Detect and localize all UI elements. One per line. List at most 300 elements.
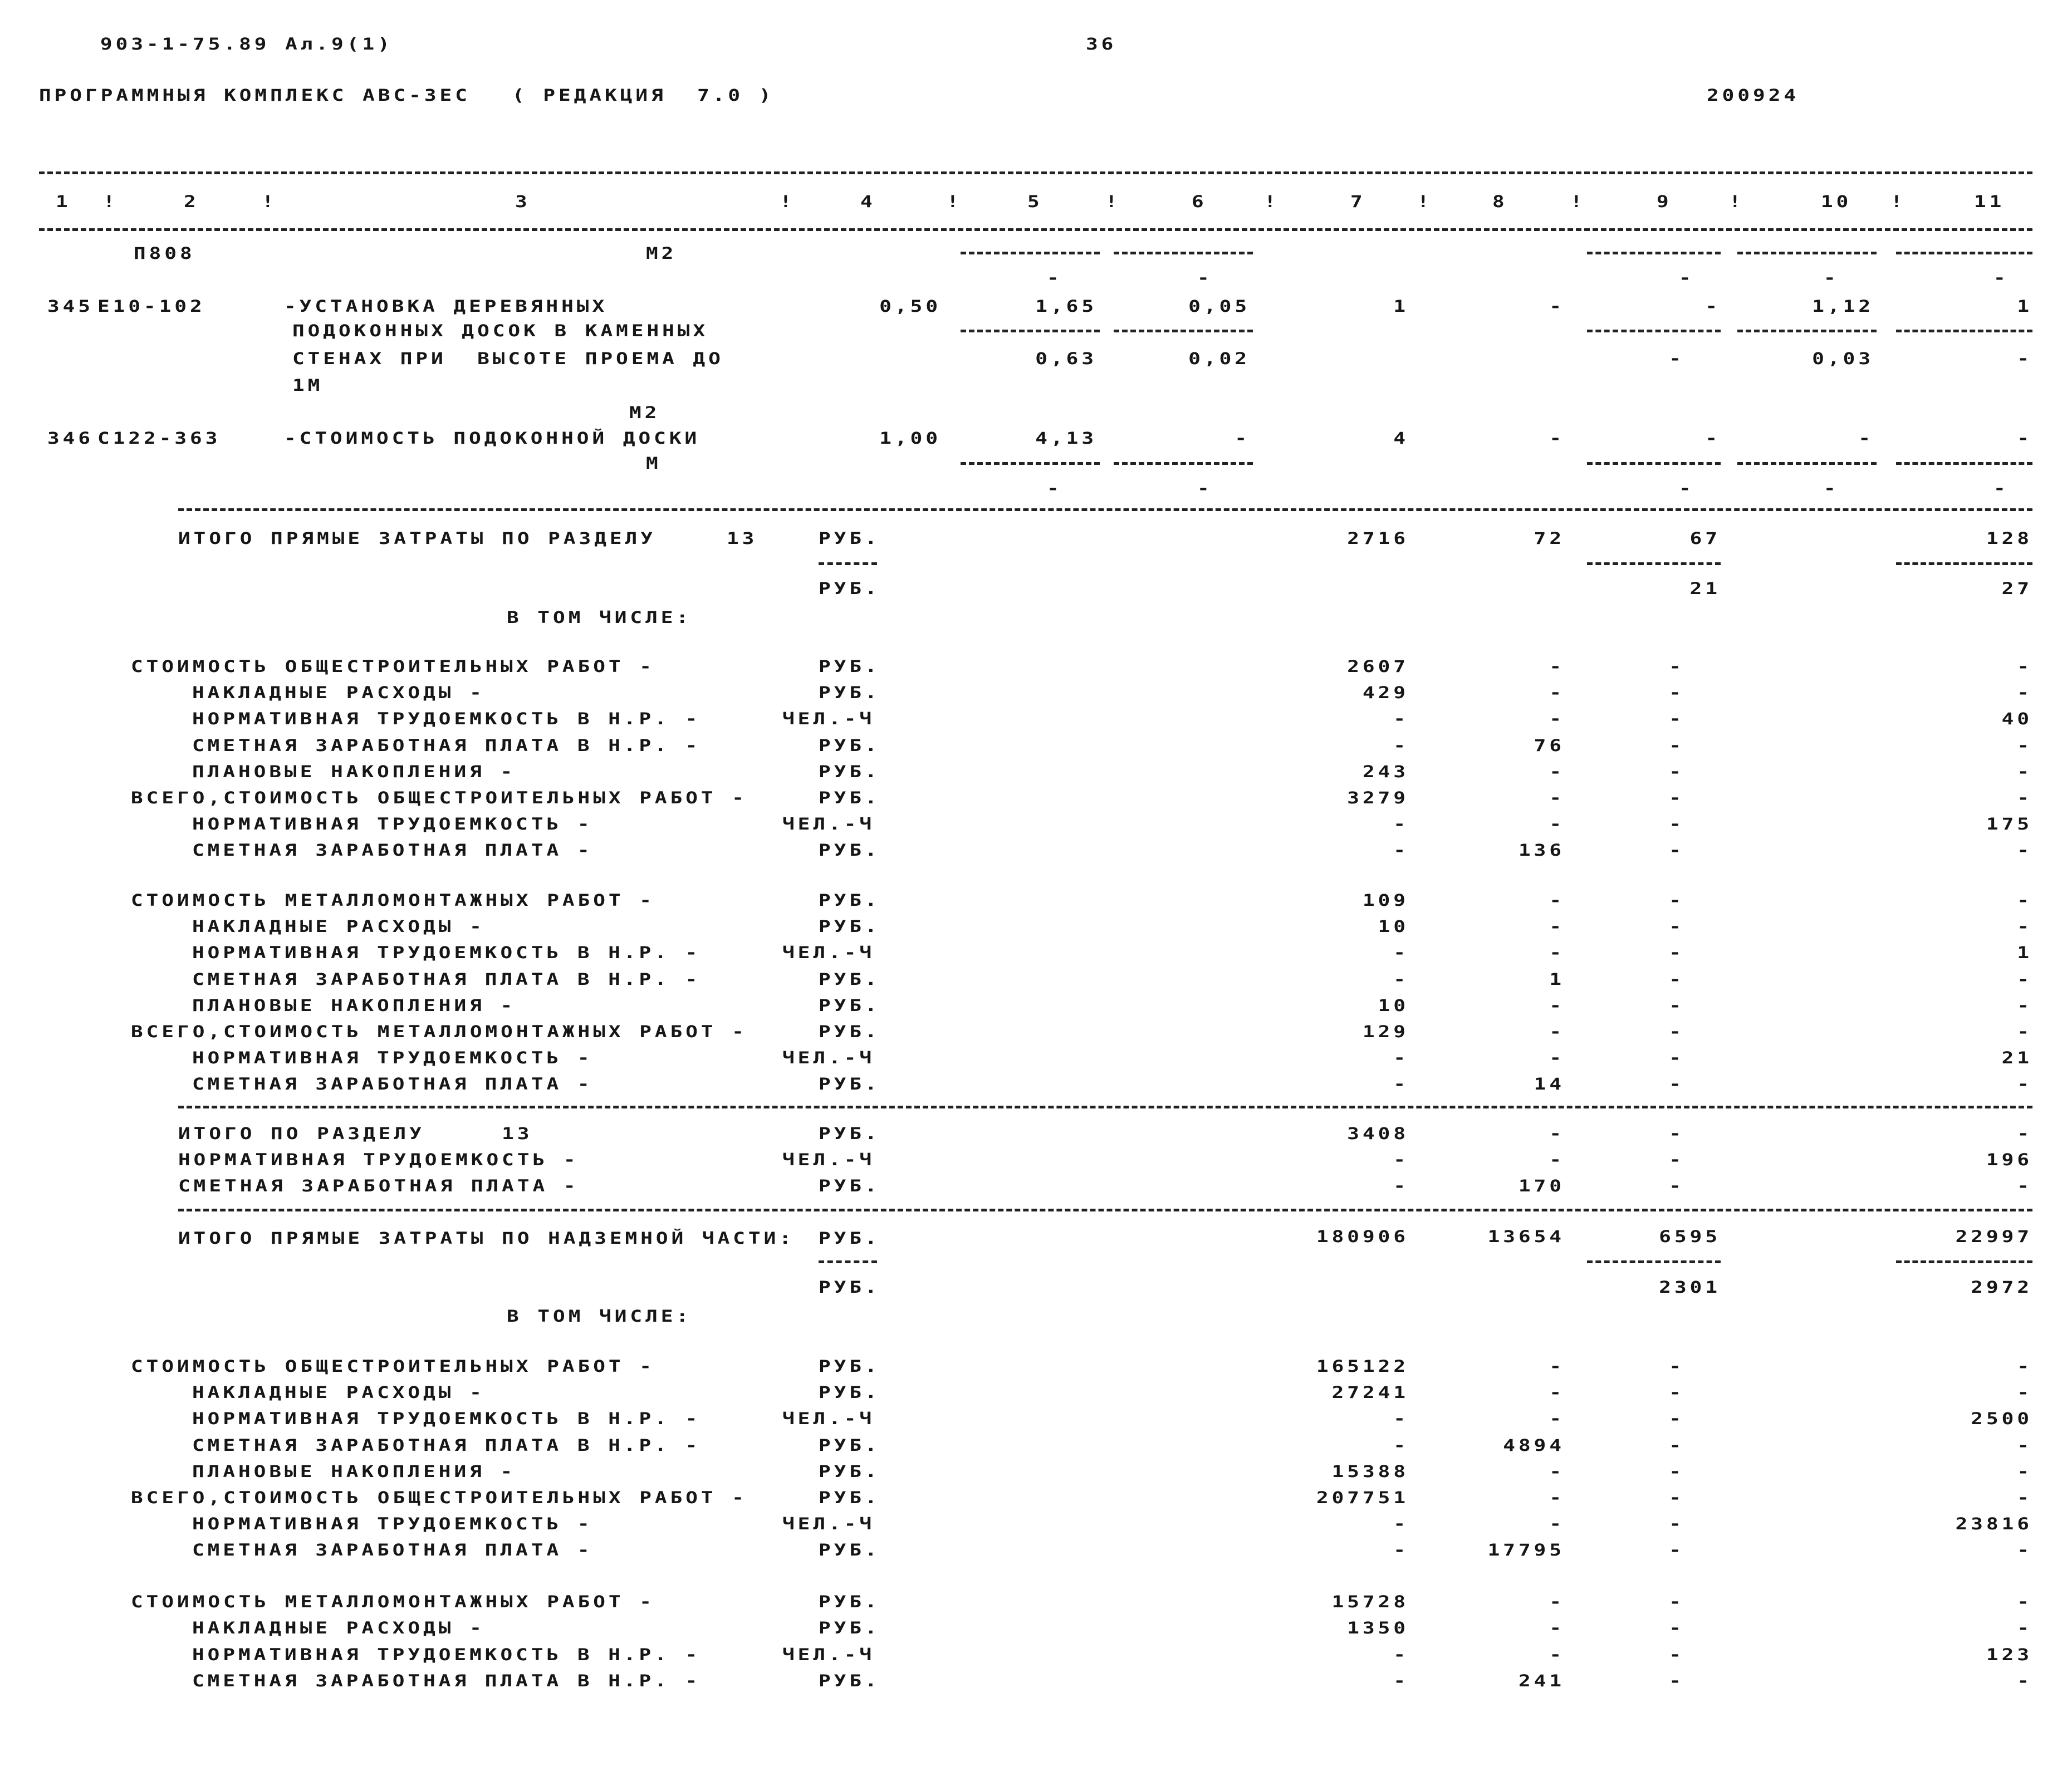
summary-row-c8: - (1549, 762, 1565, 782)
summary-row-unit: РУБ. (819, 970, 880, 989)
section-total-c7: 2716 (1347, 529, 1409, 548)
summary-row-unit: ЧЕЛ.-Ч (782, 815, 875, 834)
cell-dash: - (1197, 268, 1213, 288)
summary-row-c7: - (1393, 1541, 1409, 1560)
column-separator: ! (780, 192, 795, 212)
summary-row-c11: - (2017, 841, 2032, 860)
section-total-c9: 67 (1689, 529, 1721, 548)
cell-dash: - (1824, 479, 1839, 498)
summary-row-c8: - (1549, 891, 1565, 910)
summary-row-c9: - (1669, 1357, 1684, 1376)
item-value-c9: - (1705, 429, 1721, 448)
summary-row-label: СМЕТНАЯ ЗАРАБОТНАЯ ПЛАТА - (192, 841, 593, 860)
item-value-c11: - (2017, 429, 2032, 448)
summary-row-unit: РУБ. (819, 1619, 880, 1638)
document-code: 903-1-75.89 Ал.9(1) (100, 35, 393, 54)
summary-row-c8: - (1549, 1048, 1565, 1068)
item-value-c6: 0,05 (1188, 297, 1250, 316)
summary-row-c7: - (1393, 1150, 1409, 1170)
dashed-segment (1114, 462, 1253, 465)
summary-row-c8: - (1549, 683, 1565, 703)
item-value-c7: 4 (1393, 429, 1409, 448)
column-separator: ! (103, 192, 119, 212)
summary-row-label: НОРМАТИВНАЯ ТРУДОЕМКОСТЬ - (192, 1048, 593, 1068)
summary-row-c11: 21 (2001, 1048, 2032, 1068)
dashed-segment (1737, 330, 1877, 332)
item-value-c6b: 0,02 (1188, 349, 1250, 369)
item-value-c5: 4,13 (1035, 429, 1097, 448)
section-total-unit: РУБ. (819, 529, 880, 548)
dashed-segment (961, 462, 1100, 465)
summary-row-c7: 15728 (1331, 1592, 1409, 1612)
summary-row-c8: 136 (1518, 841, 1565, 860)
dashed-segment (1896, 1260, 2032, 1263)
summary-row-label: СМЕТНАЯ ЗАРАБОТНАЯ ПЛАТА В Н.Р. - (192, 1671, 701, 1691)
summary-row-unit: РУБ. (819, 1592, 880, 1612)
summary-row-c9: - (1669, 815, 1684, 834)
summary-row-label: НОРМАТИВНАЯ ТРУДОЕМКОСТЬ В Н.Р. - (192, 1410, 701, 1429)
section-total-number: 13 (727, 529, 758, 548)
summary-row-label: СТОИМОСТЬ МЕТАЛЛОМОНТАЖНЫХ РАБОТ - (131, 891, 655, 910)
item-value-c4: 1,00 (879, 429, 941, 448)
summary-row-label: НОРМАТИВНАЯ ТРУДОЕМКОСТЬ В Н.Р. - (192, 944, 701, 963)
summary-row-label: ВСЕГО,СТОИМОСТЬ ОБЩЕСТРОИТЕЛЬНЫХ РАБОТ - (131, 788, 747, 808)
summary-row-c9: - (1669, 1514, 1684, 1534)
summary-row-c7: 10 (1378, 917, 1409, 936)
summary-row-label: ПЛАНОВЫЕ НАКОПЛЕНИЯ - (192, 996, 516, 1015)
summary-row-unit: РУБ. (819, 1462, 880, 1481)
summary-row-unit: РУБ. (819, 1022, 880, 1042)
summary-row-c11: - (2017, 1124, 2032, 1144)
program-edition: ( РЕДАКЦИЯ 7.0 ) (512, 86, 775, 105)
item-value-c4: 0,50 (879, 297, 941, 316)
summary-row-c9: - (1669, 970, 1684, 989)
summary-row-c8: - (1549, 944, 1565, 963)
cell-dash: - (1679, 479, 1694, 498)
summary-row-c7: - (1393, 1436, 1409, 1455)
dashed-segment (1114, 252, 1253, 254)
summary-row-label: ВСЕГО,СТОИМОСТЬ ОБЩЕСТРОИТЕЛЬНЫХ РАБОТ - (131, 1488, 747, 1508)
item-value-c8: - (1549, 429, 1565, 448)
dashed-segment (178, 1106, 2032, 1108)
above-total-c9: 6595 (1659, 1227, 1721, 1247)
cell-dash: - (1993, 268, 2009, 288)
summary-row-c11: - (2017, 917, 2032, 936)
summary-row-c11: - (2017, 1075, 2032, 1094)
summary-row-c8: - (1549, 657, 1565, 676)
summary-row-label: НОРМАТИВНАЯ ТРУДОЕМКОСТЬ - (178, 1150, 579, 1170)
dashed-segment (178, 508, 2032, 511)
summary-row-c11: - (2017, 1619, 2032, 1638)
summary-row-label: СТОИМОСТЬ МЕТАЛЛОМОНТАЖНЫХ РАБОТ - (131, 1592, 655, 1612)
summary-row-c7: - (1393, 1075, 1409, 1094)
summary-row-c8: 76 (1534, 736, 1565, 755)
summary-row-unit: РУБ. (819, 1075, 880, 1094)
dashed-segment (1587, 1260, 1721, 1263)
column-separator: ! (1570, 192, 1586, 212)
dashed-segment (819, 1260, 877, 1263)
dashed-segment (819, 562, 877, 565)
summary-row-c9: - (1669, 1048, 1684, 1068)
units-row-unit: М2 (646, 244, 677, 263)
summary-row-c7: 2607 (1347, 657, 1409, 676)
item-description-line: -СТОИМОСТЬ ПОДОКОННОЙ ДОСКИ (284, 429, 701, 448)
above-total-unit: РУБ. (819, 1229, 880, 1248)
above-total-c8: 13654 (1487, 1227, 1565, 1247)
summary-row-c8: - (1549, 788, 1565, 808)
summary-row-c7: - (1393, 815, 1409, 834)
column-number: 2 (184, 192, 199, 212)
summary-row-c8: 241 (1518, 1671, 1565, 1691)
summary-row-c9: - (1669, 762, 1684, 782)
item-code: С122-363 (97, 429, 221, 448)
summary-row-c9: - (1669, 1150, 1684, 1170)
above-total-c7: 180906 (1316, 1227, 1409, 1247)
summary-row-label: ИТОГО ПО РАЗДЕЛУ 13 (178, 1124, 533, 1144)
summary-row-c7: - (1393, 1514, 1409, 1534)
summary-row-c9: - (1669, 657, 1684, 676)
summary-row-label: СМЕТНАЯ ЗАРАБОТНАЯ ПЛАТА В Н.Р. - (192, 970, 701, 989)
summary-row-unit: РУБ. (819, 917, 880, 936)
summary-row-c11: - (2017, 1671, 2032, 1691)
summary-row-c9: - (1669, 736, 1684, 755)
item-number: 345 (47, 297, 94, 316)
column-separator: ! (1105, 192, 1121, 212)
summary-row-c8: - (1549, 917, 1565, 936)
summary-row-c9: - (1669, 944, 1684, 963)
summary-row-unit: ЧЕЛ.-Ч (782, 1645, 875, 1664)
summary-row-unit: РУБ. (819, 841, 880, 860)
summary-row-label: НОРМАТИВНАЯ ТРУДОЕМКОСТЬ В Н.Р. - (192, 710, 701, 729)
dashed-segment (1896, 252, 2032, 254)
summary-row-c8: - (1549, 1514, 1565, 1534)
summary-row-c8: 170 (1518, 1176, 1565, 1196)
summary-row-c7: - (1393, 1671, 1409, 1691)
summary-row-unit: РУБ. (819, 996, 880, 1015)
summary-row-c11: - (2017, 1383, 2032, 1402)
summary-row-c7: 1350 (1347, 1619, 1409, 1638)
item-unit: М (646, 454, 662, 473)
page-number: 36 (1086, 35, 1117, 54)
summary-row-c11: - (2017, 1436, 2032, 1455)
summary-row-unit: РУБ. (819, 788, 880, 808)
summary-row-c11: 196 (1986, 1150, 2032, 1170)
column-number: 5 (1027, 192, 1043, 212)
summary-row-label: СМЕТНАЯ ЗАРАБОТНАЯ ПЛАТА - (192, 1541, 593, 1560)
summary-row-c9: - (1669, 1462, 1684, 1481)
summary-row-c9: - (1669, 1176, 1684, 1196)
dashed-segment (1114, 330, 1253, 332)
table-header-rule (39, 228, 2032, 231)
summary-row-c9: - (1669, 1645, 1684, 1664)
section-total-label: ИТОГО ПРЯМЫЕ ЗАТРАТЫ ПО РАЗДЕЛУ (178, 529, 656, 548)
summary-row-c8: - (1549, 710, 1565, 729)
item-code: Е10-102 (97, 297, 205, 316)
summary-row-c8: - (1549, 1022, 1565, 1042)
column-separator: ! (1264, 192, 1280, 212)
above-total-c9b: 2301 (1659, 1278, 1721, 1297)
item-value-c9b: - (1669, 349, 1684, 369)
summary-row-c7: - (1393, 1176, 1409, 1196)
cell-dash: - (1047, 479, 1062, 498)
column-separator: ! (1729, 192, 1745, 212)
summary-row-c11: - (2017, 891, 2032, 910)
summary-row-c11: - (2017, 996, 2032, 1015)
summary-row-c8: - (1549, 1410, 1565, 1429)
summary-row-label: НАКЛАДНЫЕ РАСХОДЫ - (192, 683, 485, 703)
dashed-segment (1896, 462, 2032, 465)
summary-row-c11: 1 (2017, 944, 2032, 963)
summary-row-c8: 17795 (1487, 1541, 1565, 1560)
summary-row-label: ПЛАНОВЫЕ НАКОПЛЕНИЯ - (192, 1462, 516, 1481)
summary-row-c8: - (1549, 1592, 1565, 1612)
above-total-c11b: 2972 (1971, 1278, 2032, 1297)
dashed-segment (178, 1209, 2032, 1211)
item-value-c11b: - (2017, 349, 2032, 369)
dashed-segment (1896, 330, 2032, 332)
summary-row-unit: РУБ. (819, 1357, 880, 1376)
summary-row-c7: - (1393, 1048, 1409, 1068)
dashed-segment (1587, 562, 1721, 565)
dashed-segment (961, 252, 1100, 254)
item-value-c10b: 0,03 (1812, 349, 1874, 369)
summary-row-c9: - (1669, 1124, 1684, 1144)
summary-row-c7: 207751 (1316, 1488, 1409, 1508)
summary-row-c7: - (1393, 841, 1409, 860)
program-title: ПРОГРАММНЫЯ КОМПЛЕКС АВС-ЗЕС (39, 86, 471, 105)
summary-row-unit: ЧЕЛ.-Ч (782, 1150, 875, 1170)
summary-row-unit: ЧЕЛ.-Ч (782, 1048, 875, 1068)
summary-row-c9: - (1669, 1671, 1684, 1691)
cell-dash: - (1679, 268, 1694, 288)
summary-row-c11: - (2017, 1462, 2032, 1481)
summary-row-label: СМЕТНАЯ ЗАРАБОТНАЯ ПЛАТА - (178, 1176, 579, 1196)
summary-row-c11: - (2017, 1176, 2032, 1196)
column-number: 9 (1657, 192, 1672, 212)
cell-dash: - (1197, 479, 1213, 498)
item-description-line: 1М (292, 376, 324, 395)
summary-row-c7: 109 (1362, 891, 1409, 910)
summary-row-unit: РУБ. (819, 1176, 880, 1196)
summary-row-c9: - (1669, 996, 1684, 1015)
summary-row-c9: - (1669, 891, 1684, 910)
summary-row-c11: - (2017, 1541, 2032, 1560)
column-separator: ! (1890, 192, 1906, 212)
summary-row-c8: - (1549, 1462, 1565, 1481)
summary-row-unit: ЧЕЛ.-Ч (782, 944, 875, 963)
column-number: 7 (1350, 192, 1366, 212)
summary-row-c9: - (1669, 1619, 1684, 1638)
summary-row-c8: - (1549, 1124, 1565, 1144)
summary-row-c7: 27241 (1331, 1383, 1409, 1402)
summary-row-c11: - (2017, 736, 2032, 755)
summary-row-c7: - (1393, 710, 1409, 729)
summary-row-c7: - (1393, 1410, 1409, 1429)
summary-row-c11: 2500 (1971, 1410, 2032, 1429)
summary-row-unit: РУБ. (819, 683, 880, 703)
column-number: 8 (1492, 192, 1508, 212)
summary-row-c9: - (1669, 710, 1684, 729)
summary-row-unit: РУБ. (819, 1488, 880, 1508)
summary-row-c11: - (2017, 683, 2032, 703)
summary-row-c8: - (1549, 996, 1565, 1015)
column-number: 1 (56, 192, 71, 212)
dashed-segment (1587, 330, 1721, 332)
cell-dash: - (1047, 268, 1062, 288)
summary-row-label: СТОИМОСТЬ ОБЩЕСТРОИТЕЛЬНЫХ РАБОТ - (131, 1357, 655, 1376)
summary-row-unit: РУБ. (819, 1541, 880, 1560)
section-total-unit2: РУБ. (819, 579, 880, 598)
summary-row-c7: 429 (1362, 683, 1409, 703)
summary-row-c7: 3279 (1347, 788, 1409, 808)
summary-row-unit: РУБ. (819, 1383, 880, 1402)
dashed-segment (1896, 562, 2032, 565)
item-value-c8: - (1549, 297, 1565, 316)
summary-row-unit: РУБ. (819, 736, 880, 755)
summary-row-c11: - (2017, 970, 2032, 989)
summary-row-c8: - (1549, 1383, 1565, 1402)
summary-row-unit: ЧЕЛ.-Ч (782, 1410, 875, 1429)
summary-row-c11: 175 (1986, 815, 2032, 834)
summary-row-label: НОРМАТИВНАЯ ТРУДОЕМКОСТЬ - (192, 815, 593, 834)
item-value-c10: 1,12 (1812, 297, 1874, 316)
summary-row-unit: РУБ. (819, 1124, 880, 1144)
summary-row-c9: - (1669, 1592, 1684, 1612)
summary-row-c11: 123 (1986, 1645, 2032, 1664)
summary-row-c7: 129 (1362, 1022, 1409, 1042)
section-total-c8: 72 (1534, 529, 1565, 548)
summary-row-c7: 10 (1378, 996, 1409, 1015)
including-label: В ТОМ ЧИСЛЕ: (507, 1307, 692, 1326)
summary-row-unit: РУБ. (819, 1436, 880, 1455)
item-value-c11: 1 (2017, 297, 2032, 316)
summary-row-unit: ЧЕЛ.-Ч (782, 710, 875, 729)
summary-row-unit: РУБ. (819, 657, 880, 676)
item-value-c5: 1,65 (1035, 297, 1097, 316)
summary-row-unit: ЧЕЛ.-Ч (782, 1514, 875, 1534)
section-total-c9b: 21 (1689, 579, 1721, 598)
summary-row-c7: - (1393, 1645, 1409, 1664)
summary-row-c11: - (2017, 762, 2032, 782)
summary-row-c9: - (1669, 1410, 1684, 1429)
summary-row-c7: - (1393, 944, 1409, 963)
column-number: 6 (1192, 192, 1207, 212)
summary-row-label: СТОИМОСТЬ ОБЩЕСТРОИТЕЛЬНЫХ РАБОТ - (131, 657, 655, 676)
summary-row-c11: - (2017, 788, 2032, 808)
summary-row-c9: - (1669, 1075, 1684, 1094)
item-number: 346 (47, 429, 94, 448)
section-total-c11b: 27 (2001, 579, 2032, 598)
units-row-code: П808 (134, 244, 195, 263)
including-label: В ТОМ ЧИСЛЕ: (507, 608, 692, 627)
summary-row-c9: - (1669, 1541, 1684, 1560)
above-total-unit2: РУБ. (819, 1278, 880, 1297)
dashed-segment (1737, 252, 1877, 254)
summary-row-c11: - (2017, 1022, 2032, 1042)
summary-row-c9: - (1669, 1436, 1684, 1455)
column-number: 11 (1974, 192, 2005, 212)
item-description-line: СТЕНАХ ПРИ ВЫСОТЕ ПРОЕМА ДО (292, 349, 724, 369)
summary-row-c8: - (1549, 1488, 1565, 1508)
summary-row-label: НАКЛАДНЫЕ РАСХОДЫ - (192, 917, 485, 936)
above-total-label: ИТОГО ПРЯМЫЕ ЗАТРАТЫ ПО НАДЗЕМНОЙ ЧАСТИ: (178, 1229, 795, 1248)
summary-row-c7: 165122 (1316, 1357, 1409, 1376)
table-top-rule (39, 171, 2032, 174)
above-total-c11: 22997 (1955, 1227, 2032, 1247)
column-number: 10 (1821, 192, 1852, 212)
summary-row-c8: 1 (1549, 970, 1565, 989)
dashed-segment (961, 330, 1100, 332)
summary-row-label: СМЕТНАЯ ЗАРАБОТНАЯ ПЛАТА В Н.Р. - (192, 736, 701, 755)
summary-row-c11: 23816 (1955, 1514, 2032, 1534)
summary-row-c7: 15388 (1331, 1462, 1409, 1481)
summary-row-c9: - (1669, 917, 1684, 936)
summary-row-c11: - (2017, 1357, 2032, 1376)
item-value-c5b: 0,63 (1035, 349, 1097, 369)
summary-row-label: НОРМАТИВНАЯ ТРУДОЕМКОСТЬ В Н.Р. - (192, 1645, 701, 1664)
summary-row-c7: 243 (1362, 762, 1409, 782)
summary-row-c8: 14 (1534, 1075, 1565, 1094)
item-description-line: -УСТАНОВКА ДЕРЕВЯННЫХ (284, 297, 608, 316)
date-code: 200924 (1707, 86, 1800, 105)
column-separator: ! (947, 192, 962, 212)
summary-row-c8: 4894 (1503, 1436, 1565, 1455)
summary-row-label: НАКЛАДНЫЕ РАСХОДЫ - (192, 1383, 485, 1402)
column-number: 4 (860, 192, 876, 212)
summary-row-c8: - (1549, 1619, 1565, 1638)
summary-row-unit: РУБ. (819, 1671, 880, 1691)
summary-row-c9: - (1669, 1022, 1684, 1042)
summary-row-unit: РУБ. (819, 891, 880, 910)
summary-row-c9: - (1669, 1383, 1684, 1402)
dashed-segment (1587, 462, 1721, 465)
section-total-c11: 128 (1986, 529, 2032, 548)
summary-row-c11: 40 (2001, 710, 2032, 729)
summary-row-c11: - (2017, 1592, 2032, 1612)
summary-row-c7: 3408 (1347, 1124, 1409, 1144)
item-description-line: ПОДОКОННЫХ ДОСОК В КАМЕННЫХ (292, 321, 709, 341)
summary-row-c8: - (1549, 815, 1565, 834)
item-value-c9: - (1705, 297, 1721, 316)
summary-row-unit: РУБ. (819, 762, 880, 782)
summary-row-label: НОРМАТИВНАЯ ТРУДОЕМКОСТЬ - (192, 1514, 593, 1534)
summary-row-c8: - (1549, 1150, 1565, 1170)
summary-row-c8: - (1549, 1357, 1565, 1376)
item-value-c6: - (1235, 429, 1250, 448)
dashed-segment (1587, 252, 1721, 254)
column-number: 3 (515, 192, 531, 212)
dashed-segment (1737, 462, 1877, 465)
summary-row-c9: - (1669, 1488, 1684, 1508)
summary-row-label: СМЕТНАЯ ЗАРАБОТНАЯ ПЛАТА В Н.Р. - (192, 1436, 701, 1455)
summary-row-c9: - (1669, 788, 1684, 808)
summary-row-c8: - (1549, 1645, 1565, 1664)
item-value-c10: - (1858, 429, 1874, 448)
summary-row-label: ПЛАНОВЫЕ НАКОПЛЕНИЯ - (192, 762, 516, 782)
summary-row-c9: - (1669, 841, 1684, 860)
summary-row-label: ВСЕГО,СТОИМОСТЬ МЕТАЛЛОМОНТАЖНЫХ РАБОТ - (131, 1022, 747, 1042)
summary-row-c7: - (1393, 736, 1409, 755)
summary-row-label: СМЕТНАЯ ЗАРАБОТНАЯ ПЛАТА - (192, 1075, 593, 1094)
summary-row-label: НАКЛАДНЫЕ РАСХОДЫ - (192, 1619, 485, 1638)
item-value-c7: 1 (1393, 297, 1409, 316)
column-separator: ! (262, 192, 277, 212)
cell-dash: - (1824, 268, 1839, 288)
summary-row-c9: - (1669, 683, 1684, 703)
summary-row-c11: - (2017, 657, 2032, 676)
column-separator: ! (1417, 192, 1433, 212)
cell-dash: - (1993, 479, 2009, 498)
